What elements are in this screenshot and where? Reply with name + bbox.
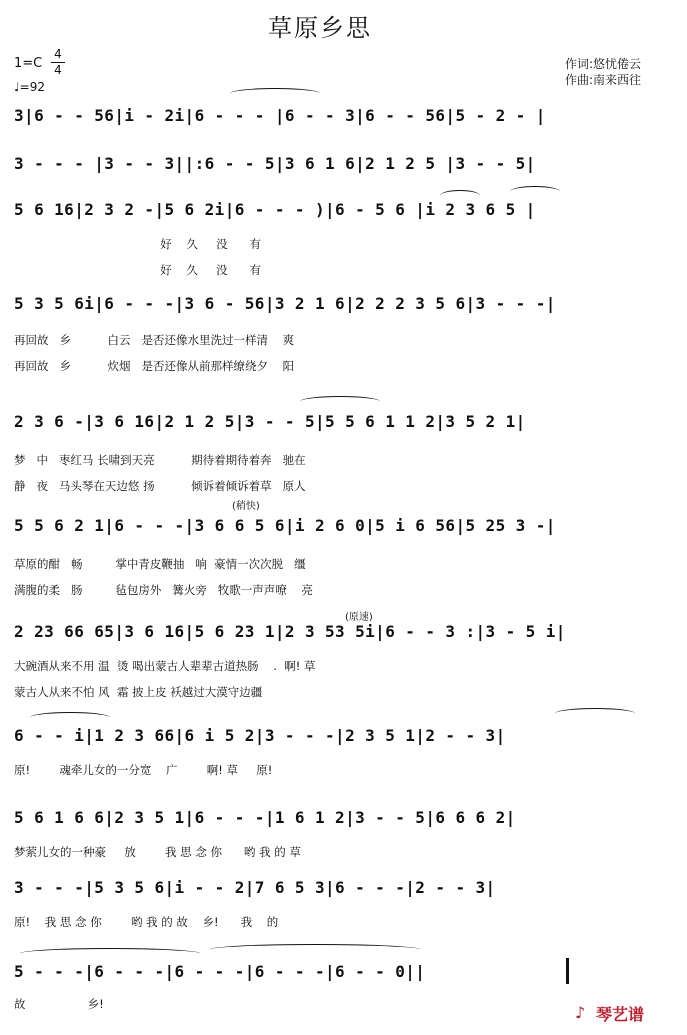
lyric-line-1: 原! 我 思 念 你 哟 我 的 故 乡! 我 的 [14,915,279,929]
notation-line: 3 - - -|5 3 5 6|i - - 2|7 6 5 3|6 - - -|2 - - 3| [14,878,496,897]
page-title: 草原乡思 [268,14,372,42]
time-bottom: 4 [54,63,62,77]
notation-line: 3 - - - |3 - - 3||:6 - - 5|3 6 1 6|2 1 2 5 |3 - - 5| [14,154,536,173]
final-barline [566,958,569,984]
notation-line: 5 6 16|2 3 2 -|5 6 2i|6 - - - )|6 - 5 6 |i 2 3 6 5 | [14,200,536,219]
key-signature [14,47,62,77]
key-label: 1=C [14,56,43,71]
lyric-line-1: 原! 魂牵儿女的一分宽 广 啊! 草 原! [14,763,273,777]
notation-line: 5 5 6 2 1|6 - - -|3 6 6 5 6|i 2 6 0|5 i 6 56|5 25 3 -| [14,516,556,535]
site-logo: 琴艺谱 [596,1005,645,1024]
lyric-line-2: 再回故 乡 炊烟 是否还像从前那样缭绕夕 阳 [14,359,295,373]
notation-line: 6 - - i|1 2 3 66|6 i 5 2|3 - - -|2 3 5 1|2 - - 3| [14,726,506,745]
quarter-note-icon: ♩ [14,80,20,94]
notation-line: 5 6 1 6 6|2 3 5 1|6 - - -|1 6 1 2|3 - - 5|6 6 6 2| [14,808,516,827]
notation-line: 2 3 6 -|3 6 16|2 1 2 5|3 - - 5|5 5 6 1 1 2|3 5 2 1| [14,412,526,431]
lyric-line-2: 静 夜 马头琴在天边悠 扬 倾诉着倾诉着草 原人 [14,479,306,493]
lyric-line-1: 故 乡! [14,997,104,1011]
lyric-line-1: 大碗酒从来不用 温 烫 喝出蒙古人辈辈古道热肠 . 啊! 草 [14,659,316,673]
faster-marking: (稍快) [232,501,260,512]
tempo-marking [14,80,45,94]
lyric-line-1: 梦萦儿女的一种豪 放 我 思 念 你 哟 我 的 草 [14,845,301,859]
lyric-line-2: 好 久 没 有 [14,263,262,277]
credits [565,56,641,88]
lyric-line-1: 好 久 没 有 [14,237,262,251]
notation-line: 5 3 5 6i|6 - - -|3 6 - 56|3 2 1 6|2 2 2 3 5 6|3 - - -| [14,294,556,313]
time-top: 4 [54,47,62,61]
lyric-line-1: 再回故 乡 白云 是否还像水里洗过一样清 爽 [14,333,295,347]
lyric-line-2: 蒙古人从来不怕 风 霜 披上皮 袄越过大漠守边疆 [14,685,263,699]
lyric-line-2: 满腹的柔 肠 毡包房外 篝火旁 牧歌一声声嘹 亮 [14,583,313,597]
lyricist: 作词:悠忧倦云 [565,57,642,71]
lyric-line-1: 梦 中 枣红马 长啸到天亮 期待着期待着奔 驰在 [14,453,306,467]
original-speed-marking: (原速) [345,612,373,623]
notation-line: 3|6 - - 56|i - 2i|6 - - - |6 - - 3|6 - - 56|5 - 2 - | [14,106,546,125]
tempo-value: =92 [19,80,45,94]
composer: 作曲:南来西往 [565,73,642,87]
logo-icon: ♪ [575,1003,586,1022]
notation-line: 5 - - -|6 - - -|6 - - -|6 - - -|6 - - 0|| [14,962,426,981]
lyric-line-1: 草原的酣 畅 掌中青皮鞭抽 响 豪情一次次脱 缰 [14,557,306,571]
time-signature [51,48,65,77]
notation-line: 2 23 66 65|3 6 16|5 6 23 1|2 3 53 5i|6 - - 3 :|3 - 5 i| [14,622,566,641]
